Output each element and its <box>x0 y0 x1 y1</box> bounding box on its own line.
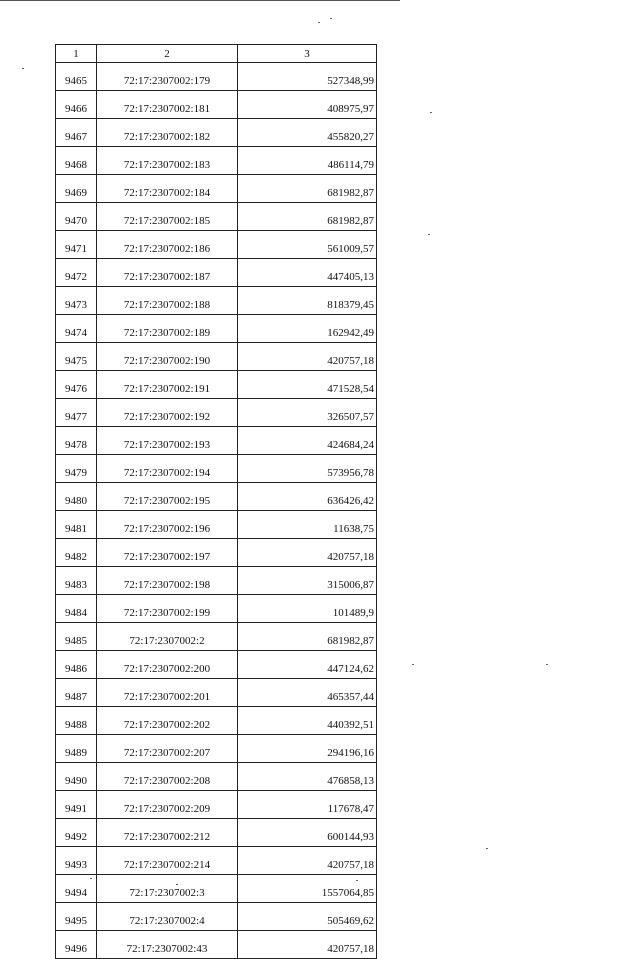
table-row <box>56 231 377 259</box>
cadastral-number-cell: 72:17:2307002:202 <box>97 707 238 735</box>
top-border-line <box>0 0 400 1</box>
cadastral-number-cell: 72:17:2307002:195 <box>97 483 238 511</box>
table-row <box>56 875 377 903</box>
row-number-cell: 9489 <box>56 735 97 763</box>
row-number-cell: 9475 <box>56 343 97 371</box>
cadastral-value-cell: 505469,62 <box>238 903 377 931</box>
cadastral-number-cell: 72:17:2307002:186 <box>97 231 238 259</box>
table-row <box>56 427 377 455</box>
table-row <box>56 791 377 819</box>
row-number-cell: 9465 <box>56 63 97 91</box>
row-number-cell: 9469 <box>56 175 97 203</box>
cadastral-number-cell: 72:17:2307002:214 <box>97 847 238 875</box>
cadastral-value-cell: 573956,78 <box>238 455 377 483</box>
cadastral-value-cell: 117678,47 <box>238 791 377 819</box>
cadastral-value-cell: 162942,49 <box>238 315 377 343</box>
row-number-cell: 9470 <box>56 203 97 231</box>
cadastral-number-cell: 72:17:2307002:192 <box>97 399 238 427</box>
scan-speck <box>486 848 488 849</box>
cadastral-value-cell: 408975,97 <box>238 91 377 119</box>
table-row <box>56 483 377 511</box>
table-row <box>56 623 377 651</box>
row-number-cell: 9487 <box>56 679 97 707</box>
cadastral-value-cell: 294196,16 <box>238 735 377 763</box>
table-row <box>56 399 377 427</box>
table-row <box>56 567 377 595</box>
cadastral-value-cell: 455820,27 <box>238 119 377 147</box>
table-row <box>56 903 377 931</box>
row-number-cell: 9474 <box>56 315 97 343</box>
cadastral-number-cell: 72:17:2307002:190 <box>97 343 238 371</box>
scan-speck <box>176 884 178 885</box>
table-row <box>56 735 377 763</box>
column-header-3: 3 <box>238 45 377 63</box>
cadastral-number-cell: 72:17:2307002:3 <box>97 875 238 903</box>
cadastral-number-cell: 72:17:2307002:197 <box>97 539 238 567</box>
cadastral-value-cell: 440392,51 <box>238 707 377 735</box>
row-number-cell: 9466 <box>56 91 97 119</box>
scan-speck <box>430 112 432 113</box>
cadastral-value-cell: 11638,75 <box>238 511 377 539</box>
cadastral-number-cell: 72:17:2307002:212 <box>97 819 238 847</box>
cadastral-number-cell: 72:17:2307002:200 <box>97 651 238 679</box>
cadastral-number-cell: 72:17:2307002:181 <box>97 91 238 119</box>
cadastral-value-cell: 476858,13 <box>238 763 377 791</box>
cadastral-value-cell: 681982,87 <box>238 623 377 651</box>
row-number-cell: 9473 <box>56 287 97 315</box>
cadastral-number-cell: 72:17:2307002:43 <box>97 931 238 959</box>
table-row <box>56 595 377 623</box>
header-row <box>56 45 377 63</box>
cadastral-value-cell: 636426,42 <box>238 483 377 511</box>
row-number-cell: 9467 <box>56 119 97 147</box>
row-number-cell: 9468 <box>56 147 97 175</box>
row-number-cell: 9494 <box>56 875 97 903</box>
cadastral-number-cell: 72:17:2307002:198 <box>97 567 238 595</box>
cadastral-value-cell: 101489,9 <box>238 595 377 623</box>
table-row <box>56 91 377 119</box>
table-row <box>56 707 377 735</box>
cadastral-number-cell: 72:17:2307002:179 <box>97 63 238 91</box>
scan-speck <box>356 880 358 881</box>
cadastral-value-cell: 420757,18 <box>238 343 377 371</box>
cadastral-value-cell: 471528,54 <box>238 371 377 399</box>
row-number-cell: 9486 <box>56 651 97 679</box>
table-row <box>56 847 377 875</box>
row-number-cell: 9491 <box>56 791 97 819</box>
cadastral-value-cell: 486114,79 <box>238 147 377 175</box>
row-number-cell: 9477 <box>56 399 97 427</box>
row-number-cell: 9480 <box>56 483 97 511</box>
table-row <box>56 203 377 231</box>
cadastral-number-cell: 72:17:2307002:188 <box>97 287 238 315</box>
table-row <box>56 651 377 679</box>
cadastral-value-cell: 424684,24 <box>238 427 377 455</box>
cadastral-value-cell: 315006,87 <box>238 567 377 595</box>
row-number-cell: 9481 <box>56 511 97 539</box>
table-row <box>56 315 377 343</box>
row-number-cell: 9488 <box>56 707 97 735</box>
cadastral-number-cell: 72:17:2307002:187 <box>97 259 238 287</box>
table-row <box>56 147 377 175</box>
table-header <box>56 45 377 63</box>
cadastral-value-cell: 561009,57 <box>238 231 377 259</box>
scan-speck <box>22 68 24 69</box>
cadastral-value-cell: 681982,87 <box>238 175 377 203</box>
row-number-cell: 9482 <box>56 539 97 567</box>
cadastral-number-cell: 72:17:2307002:196 <box>97 511 238 539</box>
table-row <box>56 763 377 791</box>
cadastral-value-cell: 465357,44 <box>238 679 377 707</box>
cadastral-number-cell: 72:17:2307002:193 <box>97 427 238 455</box>
row-number-cell: 9483 <box>56 567 97 595</box>
row-number-cell: 9493 <box>56 847 97 875</box>
column-header-1: 1 <box>56 45 97 63</box>
scan-speck <box>428 234 430 235</box>
cadastral-number-cell: 72:17:2307002:191 <box>97 371 238 399</box>
cadastral-number-cell: 72:17:2307002:185 <box>97 203 238 231</box>
scan-speck <box>318 22 320 23</box>
cadastral-number-cell: 72:17:2307002:207 <box>97 735 238 763</box>
table-row <box>56 679 377 707</box>
cadastral-number-cell: 72:17:2307002:201 <box>97 679 238 707</box>
table-row <box>56 539 377 567</box>
cadastral-number-cell: 72:17:2307002:4 <box>97 903 238 931</box>
row-number-cell: 9492 <box>56 819 97 847</box>
cadastral-number-cell: 72:17:2307002:209 <box>97 791 238 819</box>
cadastral-value-cell: 420757,18 <box>238 847 377 875</box>
row-number-cell: 9496 <box>56 931 97 959</box>
cadastral-number-cell: 72:17:2307002:184 <box>97 175 238 203</box>
cadastral-value-cell: 420757,18 <box>238 931 377 959</box>
table-row <box>56 931 377 959</box>
cadastral-value-cell: 420757,18 <box>238 539 377 567</box>
cadastral-value-cell: 326507,57 <box>238 399 377 427</box>
row-number-cell: 9471 <box>56 231 97 259</box>
scan-speck <box>546 664 548 665</box>
row-number-cell: 9479 <box>56 455 97 483</box>
cadastral-value-cell: 447405,13 <box>238 259 377 287</box>
table-row <box>56 371 377 399</box>
table-row <box>56 175 377 203</box>
table-row <box>56 343 377 371</box>
row-number-cell: 9472 <box>56 259 97 287</box>
table-row <box>56 63 377 91</box>
cadastral-value-cell: 600144,93 <box>238 819 377 847</box>
row-number-cell: 9490 <box>56 763 97 791</box>
table-row <box>56 119 377 147</box>
document-table-container <box>55 44 376 959</box>
cadastral-value-cell: 681982,87 <box>238 203 377 231</box>
cadastral-number-cell: 72:17:2307002:194 <box>97 455 238 483</box>
column-header-2: 2 <box>97 45 238 63</box>
scan-speck <box>330 18 332 19</box>
row-number-cell: 9485 <box>56 623 97 651</box>
cadastral-number-cell: 72:17:2307002:189 <box>97 315 238 343</box>
cadastral-number-cell: 72:17:2307002:183 <box>97 147 238 175</box>
cadastral-value-cell: 527348,99 <box>238 63 377 91</box>
cadastral-value-cell: 1557064,85 <box>238 875 377 903</box>
row-number-cell: 9476 <box>56 371 97 399</box>
row-number-cell: 9495 <box>56 903 97 931</box>
cadastral-value-cell: 818379,45 <box>238 287 377 315</box>
scan-speck <box>412 664 414 665</box>
cadastral-values-table <box>55 44 377 959</box>
scan-speck <box>90 878 92 879</box>
table-row <box>56 511 377 539</box>
table-row <box>56 819 377 847</box>
row-number-cell: 9484 <box>56 595 97 623</box>
cadastral-value-cell: 447124,62 <box>238 651 377 679</box>
table-row <box>56 287 377 315</box>
cadastral-number-cell: 72:17:2307002:2 <box>97 623 238 651</box>
table-body <box>56 63 377 959</box>
cadastral-number-cell: 72:17:2307002:208 <box>97 763 238 791</box>
cadastral-number-cell: 72:17:2307002:199 <box>97 595 238 623</box>
table-row <box>56 455 377 483</box>
cadastral-number-cell: 72:17:2307002:182 <box>97 119 238 147</box>
row-number-cell: 9478 <box>56 427 97 455</box>
table-row <box>56 259 377 287</box>
